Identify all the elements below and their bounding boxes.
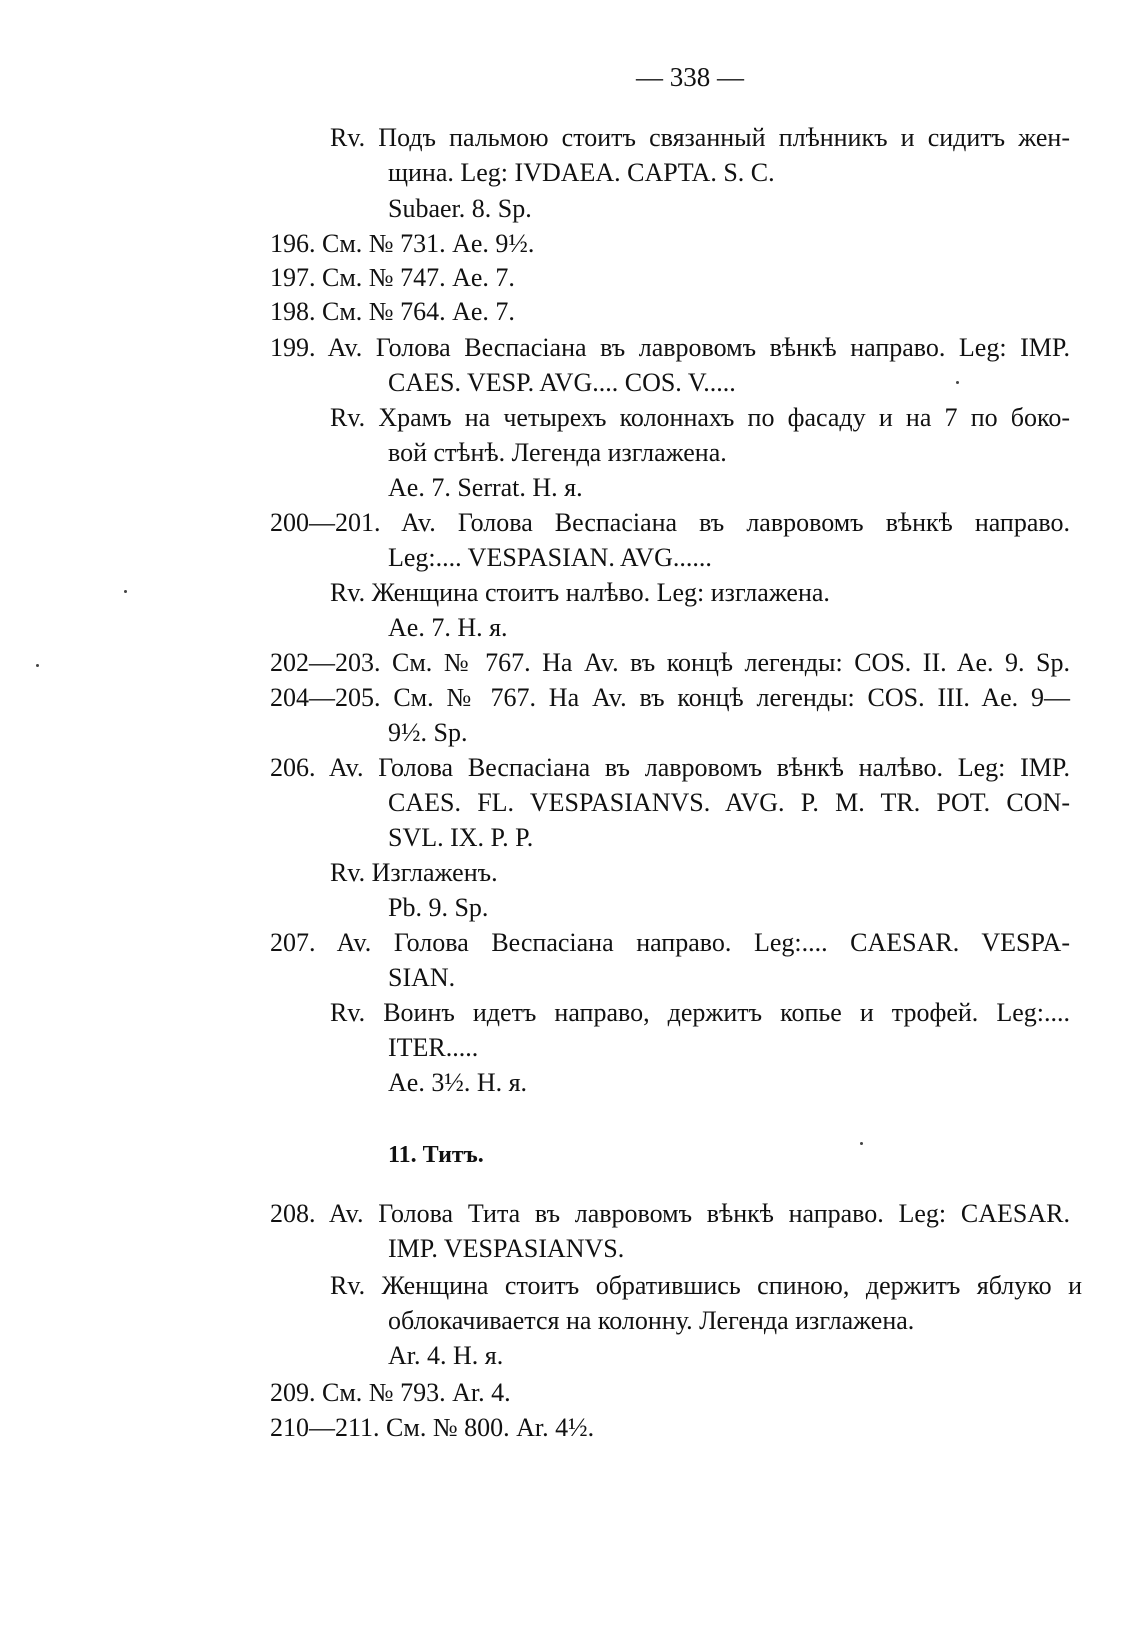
text-line: Rv. Женщина стоитъ налѣво. Leg: изглажена. <box>330 578 830 607</box>
scan-speck <box>956 381 959 384</box>
text-line: 200—201. Av. Голова Веспасіана въ лавровомъ вѣнкѣ направо. <box>270 508 1070 537</box>
text-line: Rv. Воинъ идетъ направо, держитъ копье и трофей. Leg:.... <box>330 998 1070 1027</box>
text-line: Rv. Подъ пальмою стоитъ связанный плѣнникъ и сидитъ жен- <box>330 123 1070 152</box>
text-line: SVL. IX. P. P. <box>388 823 534 852</box>
text-line: Rv. Храмъ на четырехъ колоннахъ по фасаду и на 7 по боко- <box>330 403 1070 432</box>
text-line: ITER..... <box>388 1033 479 1062</box>
text-line: Subaer. 8. Sp. <box>388 194 532 223</box>
text-line: Ae. 7. H. я. <box>388 613 508 642</box>
text-line: 204—205. См. № 767. На Av. въ концѣ легенды: COS. III. Ae. 9— <box>270 683 1070 712</box>
text-line: 206. Av. Голова Веспасіана въ лавровомъ вѣнкѣ налѣво. Leg: IMP. <box>270 753 1070 782</box>
scan-speck <box>124 590 127 593</box>
text-line: Leg:.... VESPASIAN. AVG...... <box>388 543 712 572</box>
text-line: Rv. Женщина стоитъ обратившись спиною, держитъ яблуко и <box>330 1271 1082 1300</box>
text-line: SIAN. <box>388 963 456 992</box>
scan-speck <box>36 664 39 667</box>
text-line: Ae. 7. Serrat. H. я. <box>388 473 583 502</box>
text-line: IMP. VESPASIANVS. <box>388 1234 625 1263</box>
text-line: щина. Leg: IVDAEA. CAPTA. S. C. <box>388 158 775 187</box>
text-line: 9½. Sp. <box>388 718 468 747</box>
text-line: CAES. VESP. AVG.... COS. V..... <box>388 368 736 397</box>
text-line: 196. См. № 731. Ae. 9½. <box>270 229 535 258</box>
text-line: вой стѣнѣ. Легенда изглажена. <box>388 438 727 467</box>
text-line: 210—211. См. № 800. Ar. 4½. <box>270 1413 595 1442</box>
text-line: 197. См. № 747. Ae. 7. <box>270 263 515 292</box>
page-number: — 338 — <box>636 62 744 92</box>
text-line: 209. См. № 793. Ar. 4. <box>270 1378 511 1407</box>
text-line: CAES. FL. VESPASIANVS. AVG. P. M. TR. POT. CON- <box>388 788 1070 817</box>
text-line: Rv. Изглаженъ. <box>330 858 498 887</box>
text-line: 199. Av. Голова Веспасіана въ лавровомъ вѣнкѣ направо. Leg: IMP. <box>270 333 1070 362</box>
scan-speck <box>860 1142 863 1145</box>
text-line: 208. Av. Голова Тита въ лавровомъ вѣнкѣ направо. Leg: CAESAR. <box>270 1199 1070 1228</box>
text-line: 207. Av. Голова Веспасіана направо. Leg:.... CAESAR. VESPA- <box>270 928 1070 957</box>
text-line: 202—203. См. № 767. На Av. въ концѣ легенды: COS. II. Ae. 9. Sp. <box>270 648 1070 677</box>
text-line: Ae. 3½. H. я. <box>388 1068 528 1097</box>
text-line: облокачивается на колонну. Легенда изглажена. <box>388 1306 915 1335</box>
section-heading: 11. Титъ. <box>388 1142 484 1168</box>
text-line: Ar. 4. H. я. <box>388 1341 504 1370</box>
text-line: Pb. 9. Sp. <box>388 893 489 922</box>
text-line: 198. См. № 764. Ae. 7. <box>270 297 515 326</box>
